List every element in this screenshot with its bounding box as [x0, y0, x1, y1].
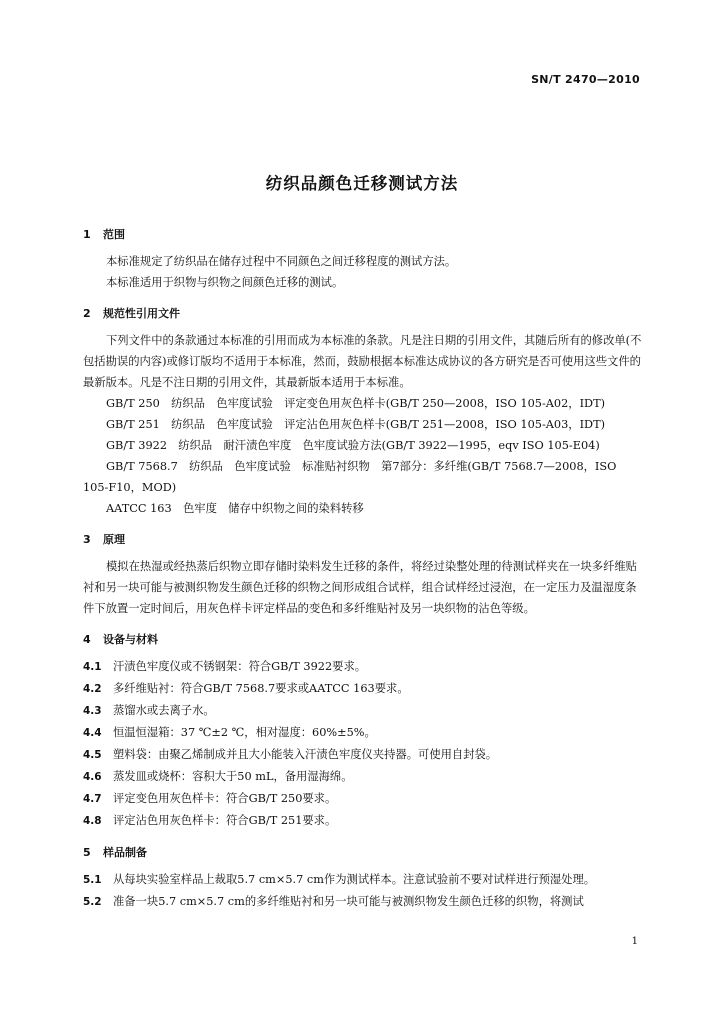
list-item [83, 891, 643, 913]
list-item [83, 744, 643, 766]
section-2-heading [83, 303, 643, 324]
section-4-heading [83, 629, 643, 650]
item-text: 从每块实验室样品上裁取5.7 cm×5.7 cm作为测试样本。注意试验前不要对试样进行预湿处理。 [113, 873, 596, 886]
item-number: 4.4 [83, 727, 102, 739]
reference-item: GB/T 3922 纺织品 耐汗渍色牢度 色牢度试验方法(GB/T 3922—1995，eqv ISO 105-E04) [106, 439, 600, 452]
item-text: 蒸馏水或去离子水。 [113, 704, 215, 717]
reference-item: GB/T 251 纺织品 色牢度试验 评定沾色用灰色样卡(GB/T 251—2008，ISO 105-A03，IDT) [106, 418, 606, 431]
list-item [83, 766, 643, 788]
section-title: 原理 [103, 533, 125, 546]
section-1-para-1: 本标准规定了纺织品在储存过程中不同颜色之间迁移程度的测试方法。 [106, 255, 457, 268]
page-number: 1 [631, 936, 638, 947]
document-body [83, 224, 643, 913]
standard-number: SN/T 2470—2010 [531, 73, 640, 86]
list-item [83, 810, 643, 832]
item-text: 评定变色用灰色样卡：符合GB/T 250要求。 [113, 792, 337, 805]
list-item [83, 700, 643, 722]
item-number: 4.3 [83, 705, 102, 717]
item-number: 4.2 [83, 683, 102, 695]
reference-item: GB/T 250 纺织品 色牢度试验 评定变色用灰色样卡(GB/T 250—2008，ISO 105-A02，IDT) [106, 397, 606, 410]
reference-item: AATCC 163 色牢度 储存中织物之间的染料转移 [106, 502, 364, 515]
item-number: 4.5 [83, 749, 102, 761]
section-number: 3 [83, 533, 91, 546]
document-title: 纺织品颜色迁移测试方法 [265, 174, 459, 193]
section-5-heading [83, 842, 643, 863]
list-item [83, 722, 643, 744]
item-text: 评定沾色用灰色样卡：符合GB/T 251要求。 [113, 814, 337, 827]
reference-item: GB/T 7568.7 纺织品 色牢度试验 标准贴衬织物 第7部分：多纤维(GB/T 7568.7—2008，ISO 105-F10，MOD) [83, 460, 617, 494]
section-2-intro: 下列文件中的条款通过本标准的引用而成为本标准的条款。凡是注日期的引用文件，其随后所有的修改单(不包括勘误的内容)或修订版均不适用于本标准，然而，鼓励根据本标准达成协议的各方研究是否可使用这些文件的最新版本。凡是不注日期的引用文件，其最新版本适用于本标准。 [83, 334, 642, 389]
item-text: 恒温恒湿箱：37 ℃±2 ℃，相对湿度：60%±5%。 [113, 726, 376, 739]
item-text: 多纤维贴衬：符合GB/T 7568.7要求或AATCC 163要求。 [113, 682, 409, 695]
list-item [83, 869, 643, 891]
item-number: 5.1 [83, 874, 102, 886]
list-item [83, 656, 643, 678]
list-item [83, 788, 643, 810]
item-number: 4.8 [83, 815, 102, 827]
section-3-para: 模拟在热湿或经热蒸后织物立即存储时染料发生迁移的条件，将经过染整处理的待测试样夹在一块多纤维贴衬和另一块可能与被测织物发生颜色迁移的织物之间形成组合试样，组合试样经过浸泡，在一定压力及温湿度条件下放置一定时间后，用灰色样卡评定样品的变色和多纤维贴衬及另一块织物的沾色等级。 [83, 560, 637, 615]
section-1-para-2: 本标准适用于织物与织物之间颜色迁移的测试。 [106, 276, 344, 289]
item-text: 汗渍色牢度仪或不锈钢架：符合GB/T 3922要求。 [113, 660, 367, 673]
section-3-heading [83, 529, 643, 550]
section-title: 规范性引用文件 [103, 307, 180, 320]
section-number: 2 [83, 307, 91, 320]
section-title: 样品制备 [103, 846, 147, 859]
item-number: 5.2 [83, 896, 102, 908]
list-item [83, 678, 643, 700]
section-title: 设备与材料 [103, 633, 158, 646]
item-text: 准备一块5.7 cm×5.7 cm的多纤维贴衬和另一块可能与被测织物发生颜色迁移的织物，将测试 [113, 895, 584, 908]
item-number: 4.6 [83, 771, 102, 783]
section-number: 5 [83, 846, 91, 859]
item-text: 蒸发皿或烧杯：容积大于50 mL，备用湿海绵。 [113, 770, 353, 783]
item-text: 塑料袋：由聚乙烯制成并且大小能装入汗渍色牢度仪夹持器。可使用自封袋。 [113, 748, 498, 761]
section-number: 1 [83, 228, 91, 241]
section-title: 范围 [103, 228, 125, 241]
item-number: 4.1 [83, 661, 102, 673]
section-1-heading [83, 224, 643, 245]
section-number: 4 [83, 633, 91, 646]
item-number: 4.7 [83, 793, 102, 805]
